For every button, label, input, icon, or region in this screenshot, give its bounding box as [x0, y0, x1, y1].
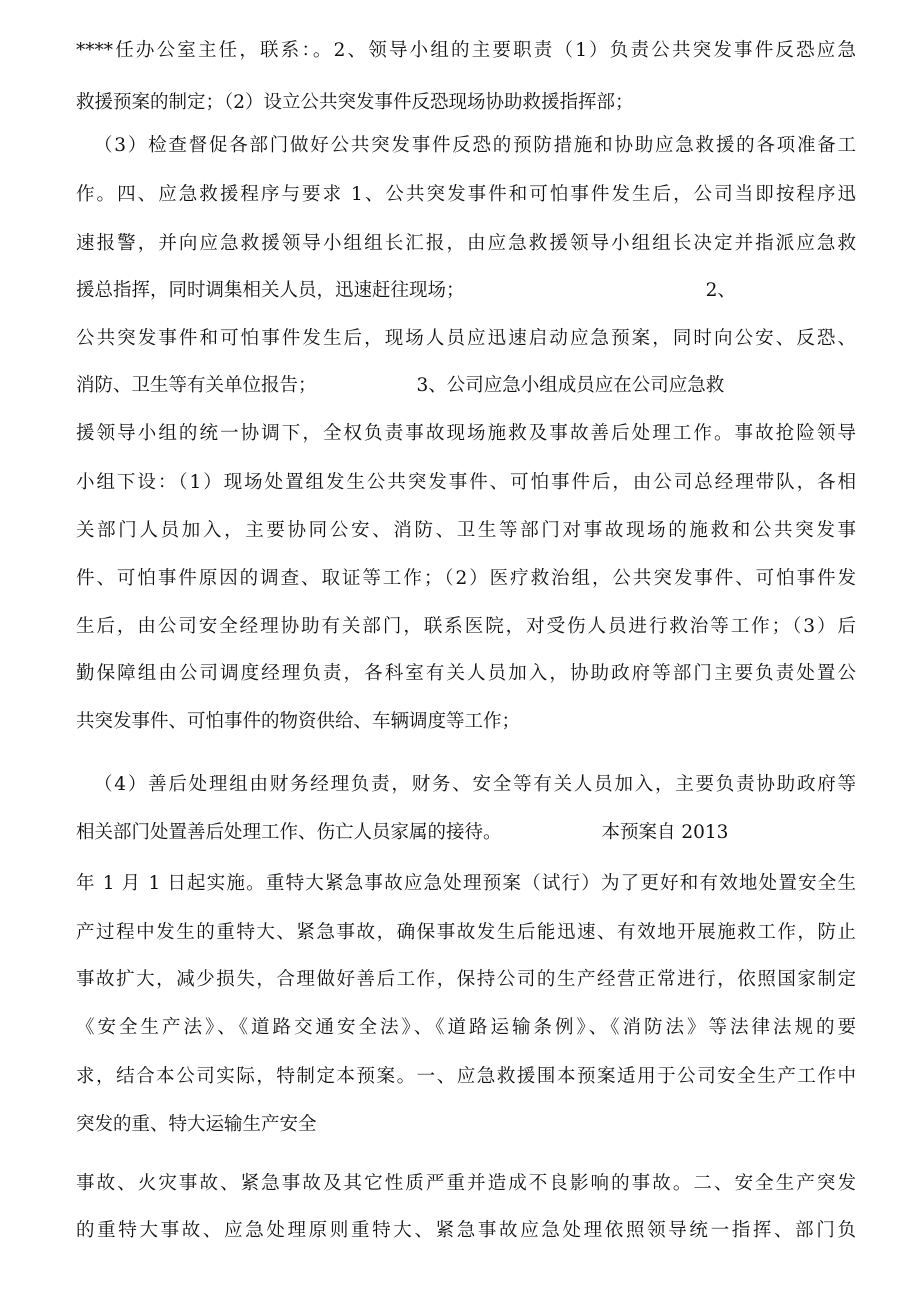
text-line: 产过程中发生的重特大、紧急事故，确保事故发生后能迅速、有效地开展施救工作，防止: [76, 922, 856, 943]
text-line: 求，结合本公司实际，特制定本预案。一、应急救援围本预案适用于公司安全生产工作中: [76, 1066, 856, 1087]
text-line: 共突发事件、可怕事件的物资供给、车辆调度等工作；: [76, 711, 521, 732]
text-line: 相关部门处置善后处理工作、伤亡人员家属的接待。 本预案自 2013: [76, 822, 729, 843]
text-line: ****任办公室主任，联系：。2、领导小组的主要职责（1）负责公共突发事件反恐应急: [76, 40, 856, 61]
text-line: 生后，由公司安全经理协助有关部门，联系医院，对受伤人员进行救治等工作；（3）后: [76, 616, 856, 637]
text-line: 的重特大事故、应急处理原则重特大、紧急事故应急处理依照领导统一指挥、部门负: [76, 1220, 856, 1241]
text-line: 勤保障组由公司调度经理负责，各科室有关人员加入，协助政府等部门主要负责处置公: [76, 663, 856, 684]
text-line: 公共突发事件和可怕事件发生后，现场人员应迅速启动应急预案，同时向公安、反恐、: [76, 328, 856, 349]
text-line: 援总指挥，同时调集相关人员，迅速赶往现场； 2、: [76, 280, 736, 301]
text-line: 突发的重、特大运输生产安全: [76, 1114, 317, 1135]
text-line: 作。四、应急救援程序与要求 1、公共突发事件和可怕事件发生后，公司当即按程序迅: [76, 184, 856, 205]
text-line: 《安全生产法》、《道路交通安全法》、《道路运输条例》、《消防法》等法律法规的要: [76, 1017, 856, 1038]
text-line: 关部门人员加入，主要协同公安、消防、卫生等部门对事故现场的施救和公共突发事: [76, 520, 856, 541]
text-line: 件、可怕事件原因的调查、取证等工作；（2）医疗救治组，公共突发事件、可怕事件发: [76, 568, 856, 589]
text-line: 小组下设：（1）现场处置组发生公共突发事件、可怕事件后，由公司总经理带队，各相: [76, 472, 856, 493]
text-line: 年 1 月 1 日起实施。重特大紧急事故应急处理预案（试行）为了更好和有效地处置安全生: [76, 873, 856, 894]
text-line: 援领导小组的统一协调下，全权负责事故现场施救及事故善后处理工作。事故抢险领导: [76, 423, 856, 444]
text-line: 消防、卫生等有关单位报告； 3、公司应急小组成员应在公司应急救: [76, 375, 725, 396]
text-line: （3）检查督促各部门做好公共突发事件反恐的预防措施和协助应急救援的各项准备工: [94, 135, 856, 156]
text-line: 事故扩大，减少损失，合理做好善后工作，保持公司的生产经营正常进行，依照国家制定: [76, 969, 856, 990]
text-line: 救援预案的制定；（2）设立公共突发事件反恐现场协助救援指挥部；: [76, 92, 634, 113]
text-line: （4）善后处理组由财务经理负责，财务、安全等有关人员加入，主要负责协助政府等: [94, 774, 856, 795]
text-line: 速报警，并向应急救援领导小组组长汇报，由应急救援领导小组组长决定并指派应急救: [76, 233, 856, 254]
text-line: 事故、火灾事故、紧急事故及其它性质严重并造成不良影响的事故。二、安全生产突发: [76, 1173, 856, 1194]
